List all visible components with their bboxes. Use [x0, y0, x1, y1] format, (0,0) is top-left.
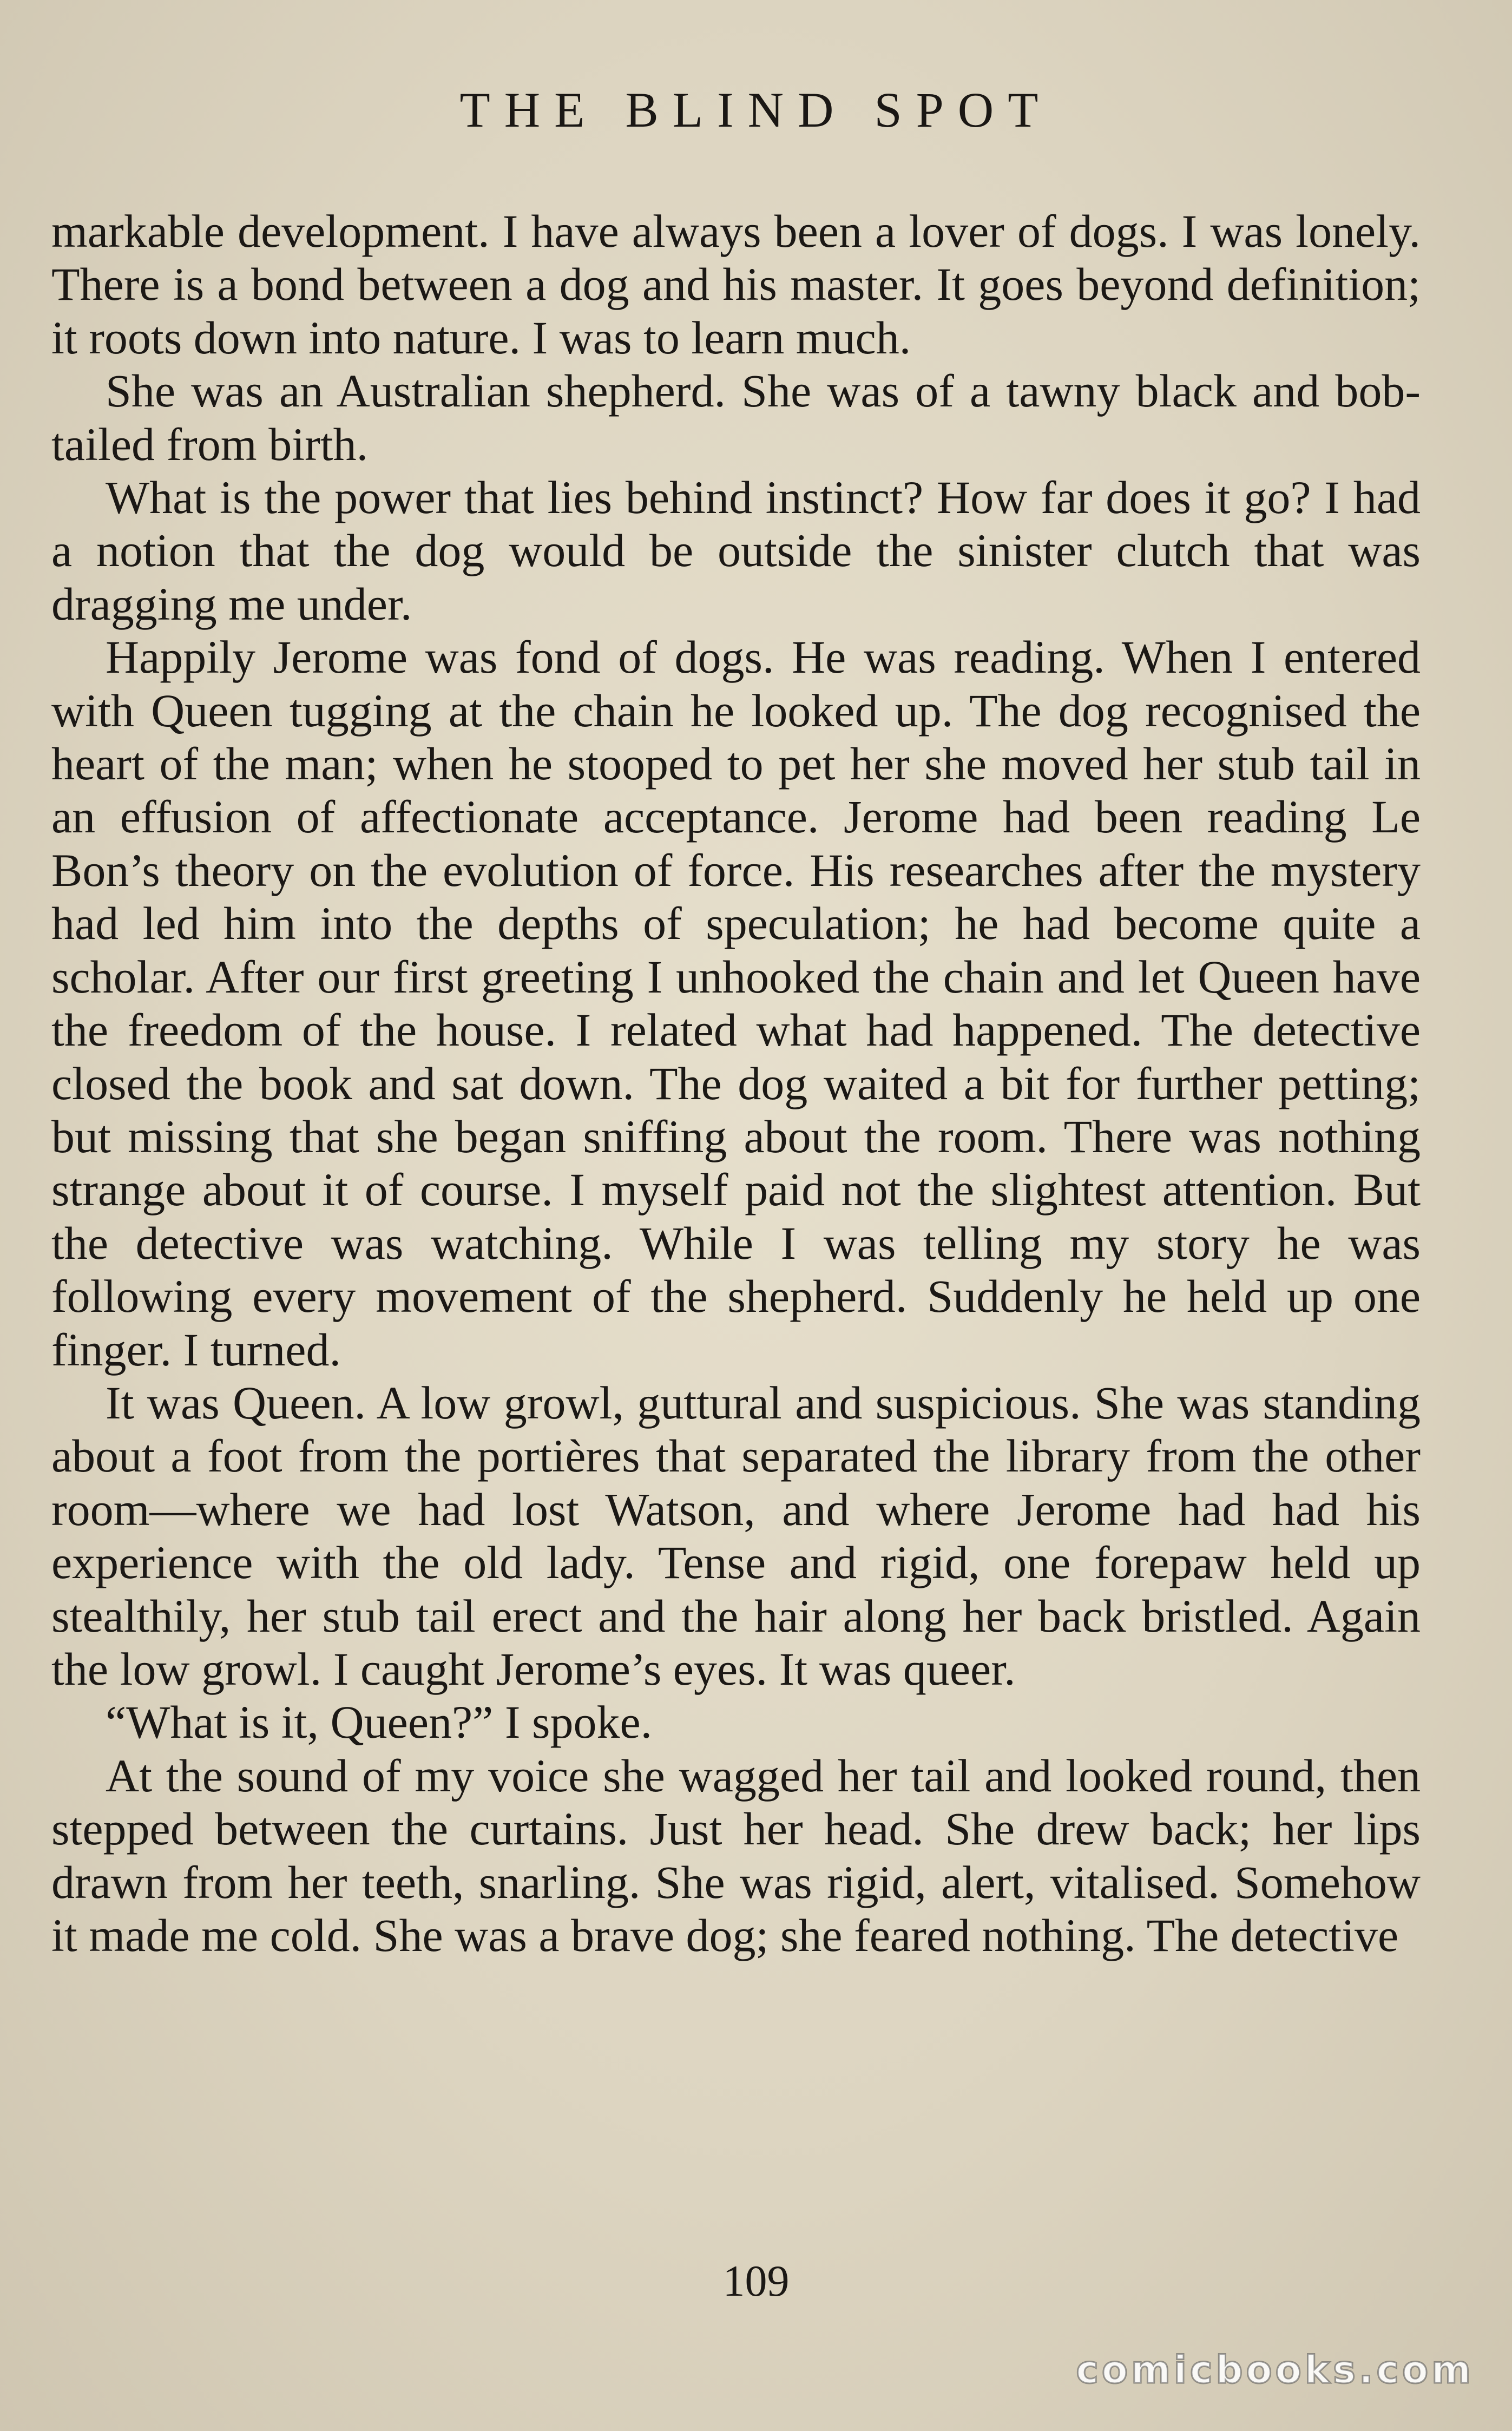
paragraph-3: What is the power that lies behind instinct? How far does it go? I had a notion that the dog would be outside the sinister clutch that was dragging me under. — [51, 471, 1421, 630]
paragraph-5: It was Queen. A low growl, guttural and suspicious. She was standing about a foot from the portières that separated the library from the other room—where we had lost Watson, and where Jerome had had his experience with the old lady. Tense and rigid, one forepaw held up stealthily, her stub tail erect and the hair along her back bristled. Again the low growl. I caught Jerome’s eyes. It was queer. — [51, 1376, 1421, 1695]
paragraph-6: “What is it, Queen?” I spoke. — [106, 1696, 653, 1749]
paragraph-4: Happily Jerome was fond of dogs. He was reading. When I entered with Queen tugging at the chain he looked up. The dog recognised the heart of the man; when he stooped to pet her she moved her stub tail in an effusion of affectionate acceptance. Jerome had been reading Le Bon’s theory on the evolution of force. His researches after the mystery had led him into the depths of speculation; he had become quite a scholar. After our first greeting I unhooked the chain and let Queen have the freedom of the house. I related what had happened. The detective closed the book and sat down. The dog waited a bit for further petting; but missing that she began sniffing about the room. There was nothing strange about it of course. I myself paid not the slightest attention. But the detective was watching. While I was telling my story he was following every movement of the shepherd. Suddenly he held up one finger. I turned. — [51, 631, 1421, 1376]
paragraph-1: markable development. I have always been a lover of dogs. I was lonely. There is a bond between a dog and his master. It goes beyond definition; it roots down into nature. I was to learn much. — [51, 205, 1421, 364]
paragraph-7: At the sound of my voice she wagged her tail and looked round, then stepped between the curtains. Just her head. She drew back; her lips drawn from her teeth, snarling. She was rigid, alert, vitalised. Somehow it made me cold. She was a brave dog; she feared nothing. The detective — [51, 1749, 1421, 1961]
running-head-title: THE BLIND SPOT — [459, 82, 1053, 137]
paragraph-2: She was an Australian shepherd. She was of a tawny black and bob-tailed from birth. — [51, 365, 1421, 470]
body-text — [51, 205, 1421, 1962]
page-number: 109 — [722, 2256, 790, 2305]
watermark: comicbooks.com — [1076, 2348, 1474, 2392]
